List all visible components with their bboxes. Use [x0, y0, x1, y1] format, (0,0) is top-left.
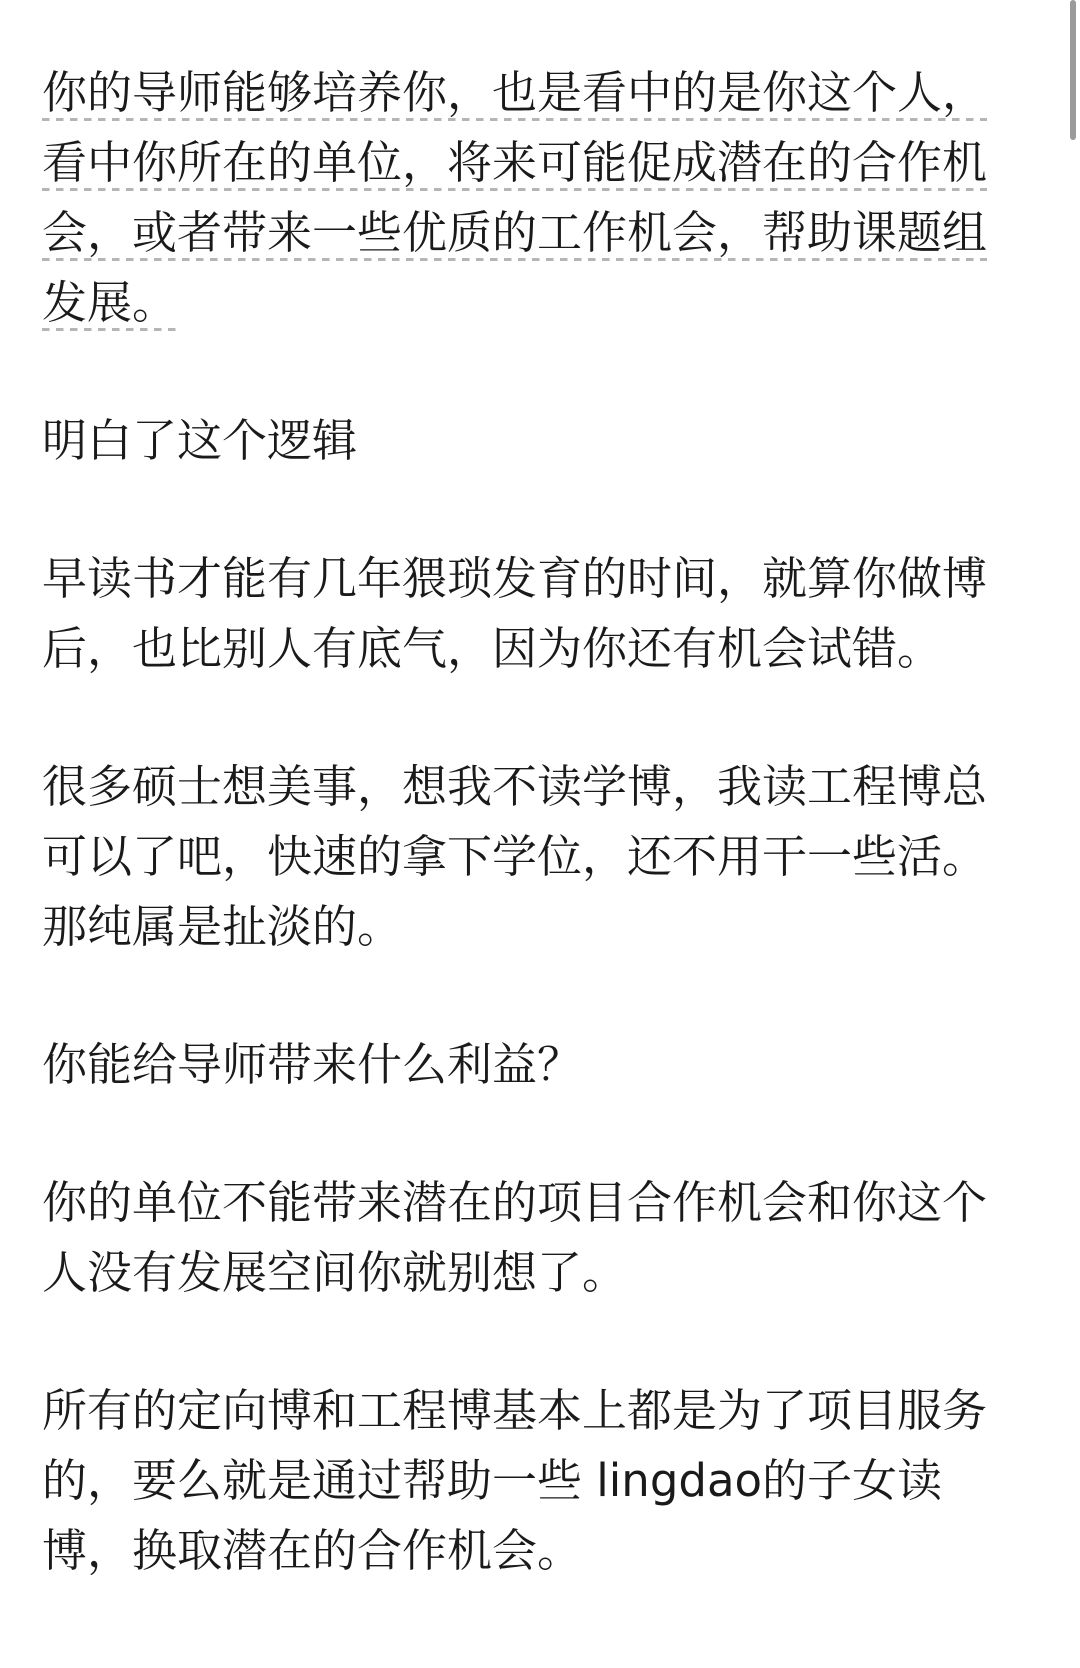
- highlighted-text[interactable]: 你的导师能够培养你，也是看中的是你这个人，看中你所在的单位，将来可能促成潜在的合作机会，或者带来一些优质的工作机会，帮助课题组发展。: [42, 66, 988, 329]
- article-body: [42, 58, 1002, 1654]
- paragraph-4: 很多硕士想美事，想我不读学博，我读工程博总可以了吧，快速的拿下学位，还不用干一些活。那纯属是扯淡的。: [42, 760, 988, 953]
- paragraph-1: [42, 58, 1002, 338]
- paragraph-6: 你的单位不能带来潜在的项目合作机会和你这个人没有发展空间你就别想了。: [42, 1176, 988, 1299]
- scrollbar[interactable]: [1070, 0, 1076, 140]
- paragraph-3: 早读书才能有几年猥琐发育的时间，就算你做博后，也比别人有底气，因为你还有机会试错。: [42, 552, 988, 675]
- paragraph-7: 所有的定向博和工程博基本上都是为了项目服务的，要么就是通过帮助一些 lingdao的子女读博，换取潜在的合作机会。: [42, 1384, 988, 1577]
- paragraph-2: 明白了这个逻辑: [42, 414, 358, 467]
- paragraph-5: 你能给导师带来什么利益？: [42, 1038, 583, 1091]
